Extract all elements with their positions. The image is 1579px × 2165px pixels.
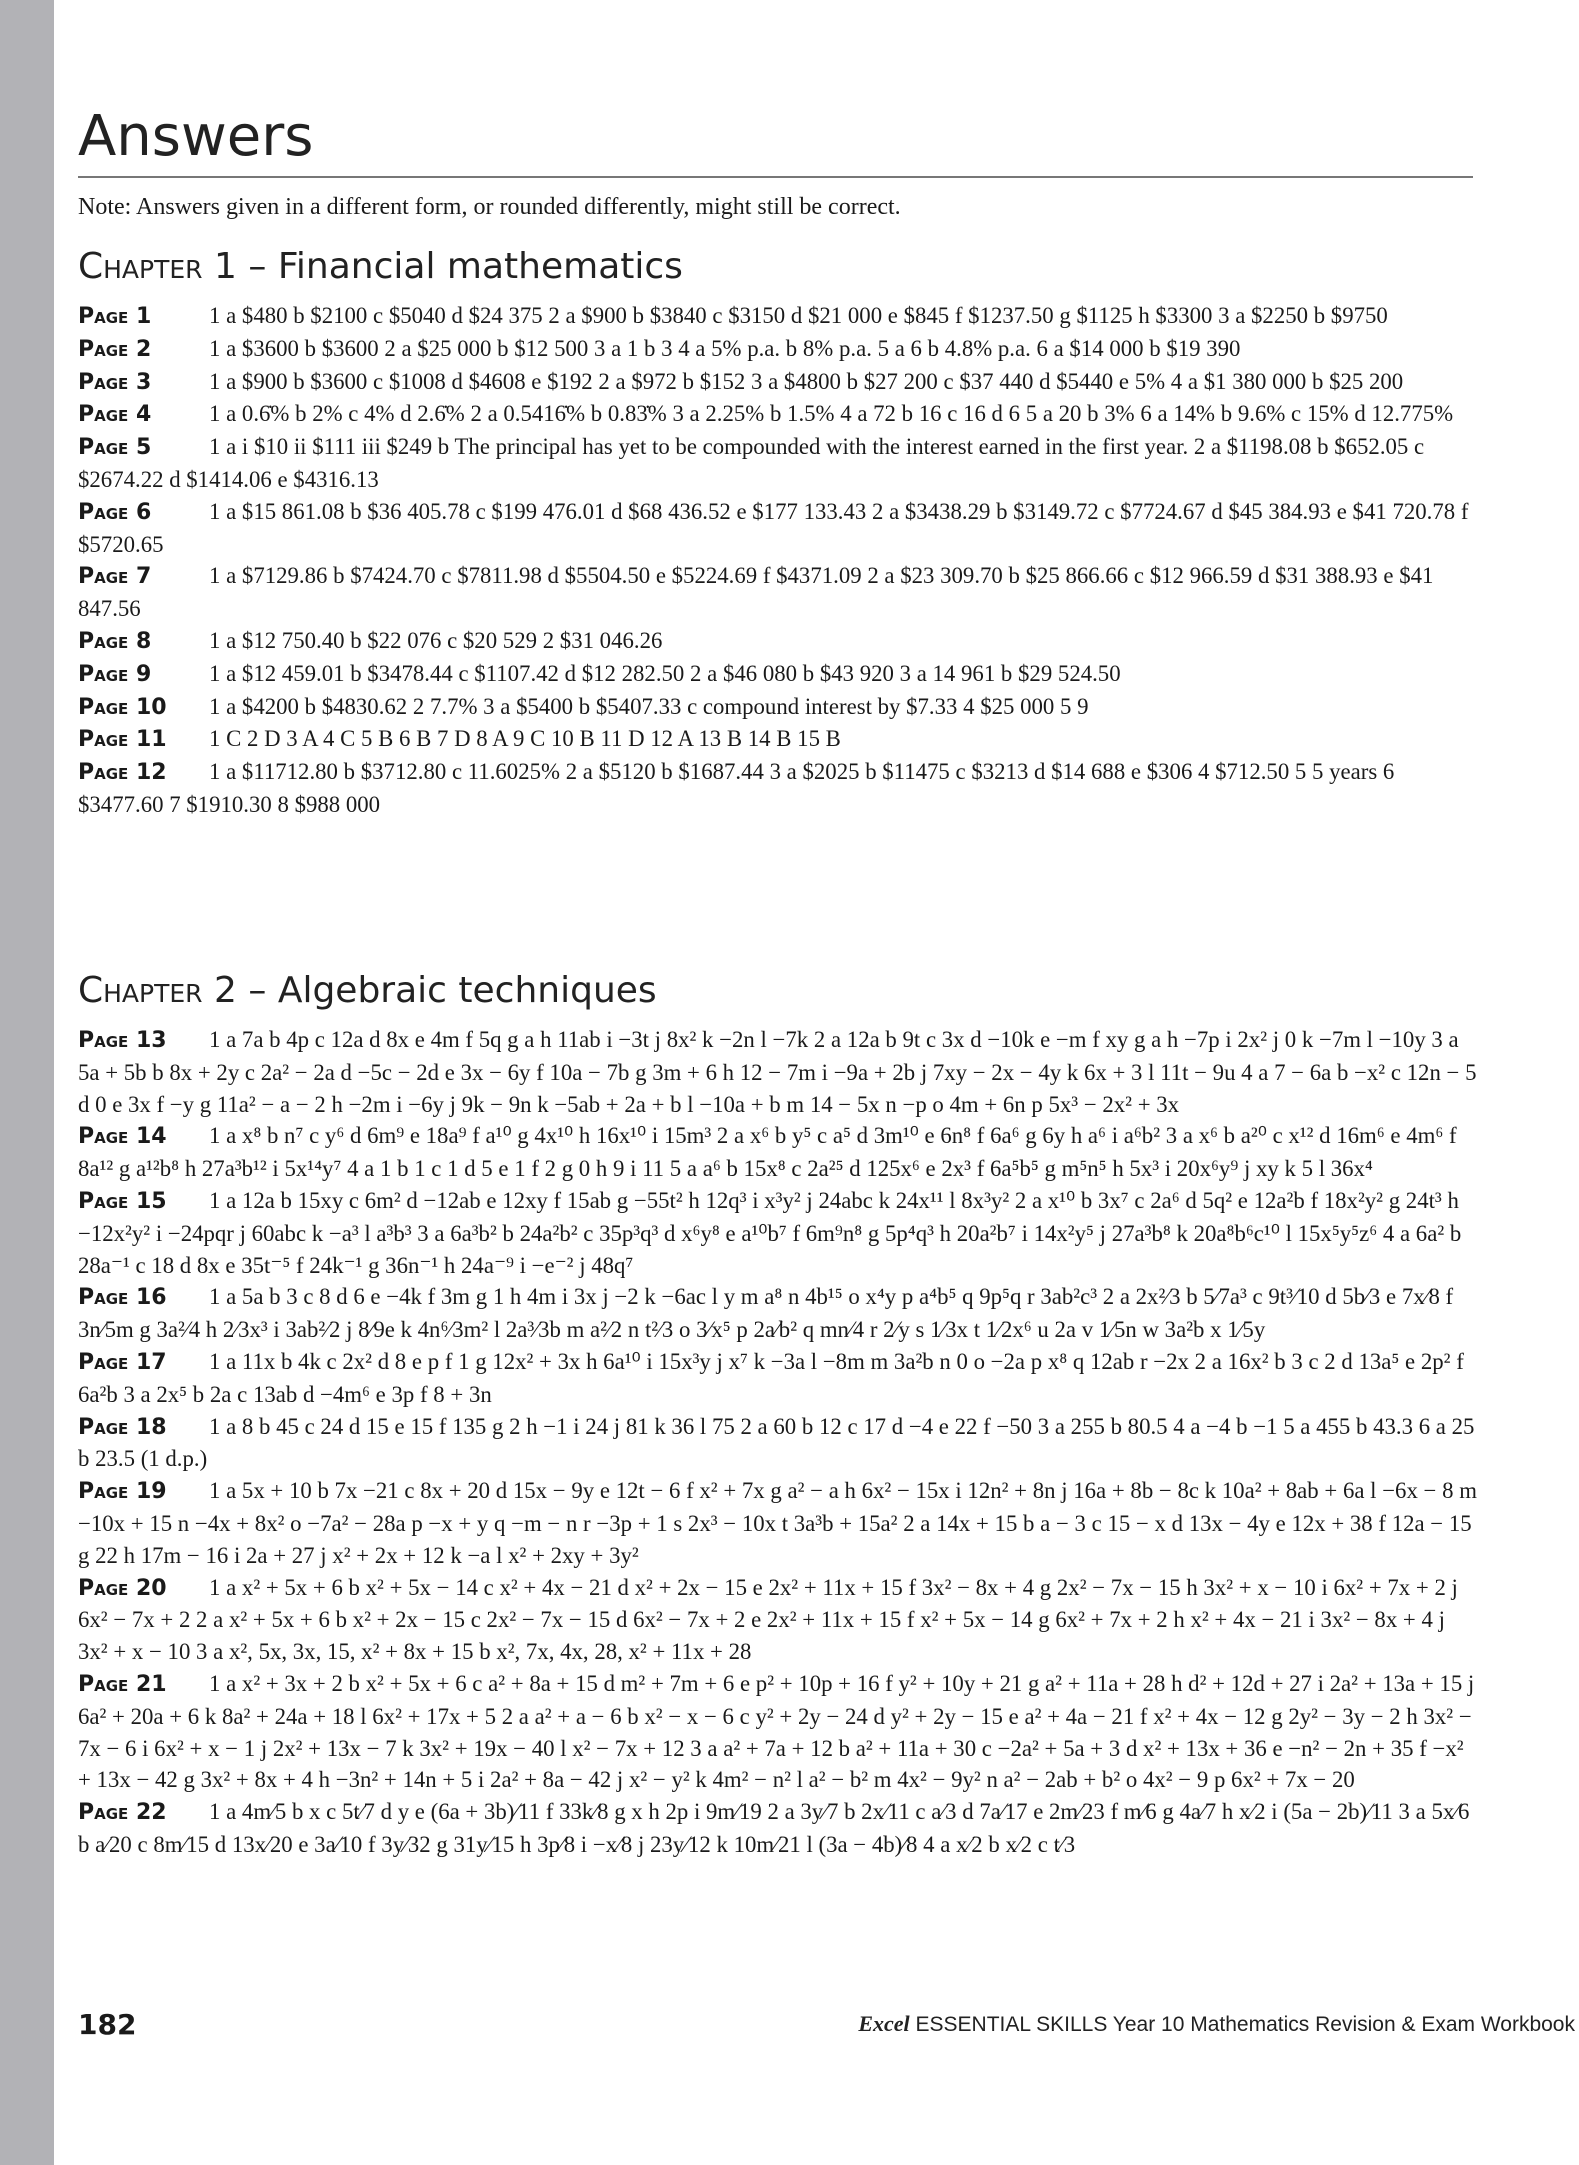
- page-margin-bar: [0, 0, 54, 2165]
- page-label: Page 4: [78, 402, 152, 428]
- answer-entry: [78, 1668, 1478, 1796]
- title-divider: [78, 176, 1473, 178]
- answer-entry: [78, 366, 1478, 399]
- page-label: Page 11: [78, 727, 167, 753]
- answer-text: 1 a 12a b 15xy c 6m² d −12ab e 12xy f 15ab g −55t² h 12q³ i x³y² j 24abc k 24x¹¹ l 8x³y² 2 a x¹⁰ b 3x⁷ c 2a⁶ d 5q² e 12a²b f 18x²y² g 24t³ h −12x²y² i −24pqr j 60abc k −a³ l a³b³ 3 a 6a³b² b 24a²b² c 35p³q³ d x⁶y⁸ e a¹⁰b⁷ f 6m⁹n⁸ g 5p⁴q³ h 20a²b⁷ i 14x²y⁵ j 27a³b⁸ k 20a⁸b⁶c¹⁰ l 15x⁵y⁵z⁶ 4 a 6a² b 28a⁻¹ c 18 d 8x e 35t⁻⁵ f 24k⁻¹ g 36n⁻¹ h 24a⁻⁹ i −e⁻² j 48q⁷: [78, 1187, 1462, 1278]
- answer-text: 1 C 2 D 3 A 4 C 5 B 6 B 7 D 8 A 9 C 10 B 11 D 12 A 13 B 14 B 15 B: [209, 726, 841, 752]
- answer-text: 1 a x² + 3x + 2 b x² + 5x + 6 c a² + 8a + 15 d m² + 7m + 6 e p² + 10p + 16 f y² + 10y + 21 g a² + 11a + 28 h d² + 12d + 27 i 2a² + 13a + 15 j 6a² + 20a + 6 k 8a² + 24a + 18 l 6x² + 17x + 5 2 a a² + a − 6 b x² − x − 6 c y² + 2y − 24 d y² + 2y − 15 e a² + 4a − 21 f x² + 4x − 12 g 2y² − 3y − 2 h 3x² − 7x − 6 i 6x² + x − 1 j 2x² + 13x − 7 k 3x² + 19x − 40 l x² − 7x + 12 3 a a² + 7a + 12 b a² + 11a + 30 c −2a² + 5a + 3 d x² + 13x + 36 e −n² − 2n + 35 f −x² + 13x − 42 g 3x² + 8x + 4 h −3n² + 14n + 5 i 2a² + 8a − 42 j x² − y² k 4m² − n² l a² − b² m 4x² − 9y² n a² − 2ab + b² o 4x² − 9 p 6x² + 7x − 20: [78, 1670, 1475, 1793]
- answers-note: Note: Answers given in a different form, or rounded differently, might still be correct.: [78, 194, 901, 220]
- answer-text: 1 a x² + 5x + 6 b x² + 5x − 14 c x² + 4x − 21 d x² + 2x − 15 e 2x² + 11x + 15 f 3x² − 8x + 4 g 2x² − 7x − 15 h 3x² + x − 10 i 6x² + 7x + 2 j 6x² − 7x + 2 2 a x² + 5x + 6 b x² + 2x − 15 c 2x² − 7x − 15 d 6x² − 7x + 2 e 2x² + 11x + 15 f x² + 5x − 14 g 6x² + 7x + 2 h x² + 4x − 21 i 3x² − 8x + 4 j 3x² + x − 10 3 a x², 5x, 3x, 15, x² + 8x + 15 b x², 7x, 4x, 28, x² + 11x + 28: [78, 1574, 1458, 1665]
- chapter-1-heading: Chapter 1 – Financial mathematics: [78, 246, 683, 287]
- chapter-2-name: Algebraic techniques: [277, 970, 657, 1011]
- page-label: Page 8: [78, 628, 152, 654]
- page-label: Page 3: [78, 369, 152, 395]
- answer-entry: [78, 1024, 1478, 1120]
- answer-text: 1 a $15 861.08 b $36 405.78 c $199 476.01 d $68 436.52 e $177 133.43 2 a $3438.29 b $3149.72 c $7724.67 d $45 384.93 e $41 720.78 f $5720.65: [78, 498, 1469, 557]
- footer-text: ESSENTIAL SKILLS Year 10 Mathematics Revision & Exam Workbook: [915, 2013, 1575, 2036]
- answer-entry: [78, 1796, 1478, 1861]
- answer-text: 1 a 4m⁄5 b x c 5t⁄7 d y e (6a + 3b)⁄11 f 33k⁄8 g x h 2p i 9m⁄19 2 a 3y⁄7 b 2x⁄11 c a⁄3 d 7a⁄17 e 2m⁄23 f m⁄6 g 4a⁄7 h x⁄2 i (5a − 2b)⁄11 3 a 5x⁄6 b a⁄20 c 8m⁄15 d 13x⁄20 e 3a⁄10 f 3y⁄32 g 31y⁄15 h 3p⁄8 i −x⁄8 j 23y⁄12 k 10m⁄21 l (3a − 4b)⁄8 4 a x⁄2 b x⁄2 c t⁄3: [78, 1799, 1470, 1857]
- answer-entry: [78, 560, 1478, 625]
- footer: [858, 2011, 1575, 2037]
- answer-entry: [78, 1185, 1478, 1281]
- answer-text: 1 a $900 b $3600 c $1008 d $4608 e $192 2 a $972 b $152 3 a $4800 b $27 200 c $37 440 d $5440 e 5% 4 a $1 380 000 b $25 200: [209, 368, 1404, 394]
- answer-text: 1 a 5x + 10 b 7x −21 c 8x + 20 d 15x − 9y e 12t − 6 f x² + 7x g a² − a h 6x² − 15x i 12n² + 8n j 16a + 8b − 8c k 10a² + 8ab + 6a l −6x − 8 m −10x + 15 n −4x + 8x² o −7a² − 28a p −x + y q −m − n r −3p + 1 s 2x³ − 10x t 3a³b + 15a² 2 a 14x + 15 b a − 3 c 15 − x d 13x − 4y e 12x + 38 f 12a − 15 g 22 h 17m − 16 i 2a + 27 j x² + 2x + 12 k −a l x² + 2xy + 3y²: [78, 1478, 1477, 1568]
- page-number: 182: [78, 2008, 137, 2041]
- answer-text: 1 a x⁸ b n⁷ c y⁶ d 6m⁹ e 18a⁹ f a¹⁰ g 4x¹⁰ h 16x¹⁰ i 15m³ 2 a x⁶ b y⁵ c a⁵ d 3m¹⁰ e 6n⁸ f 6a⁶ g 6y h a⁶ i a⁶b² 3 a x⁶ b a²⁰ c x¹² d 16m⁶ e 4m⁶ f 8a¹² g a¹²b⁸ h 27a³b¹² i 5x¹⁴y⁷ 4 a 1 b 1 c 1 d 5 e 1 f 2 g 0 h 9 i 11 5 a a⁶ b 15x⁸ c 2a²⁵ d 125x⁶ e 2x³ f 6a⁵b⁵ g m⁵n⁵ h 5x³ i 20x⁶y⁹ j xy k 5 l 36x⁴: [78, 1123, 1457, 1182]
- answer-text: 1 a i $10 ii $111 iii $249 b The principal has yet to be compounded with the interest earned in the first year. 2 a $1198.08 b $652.05 c $2674.22 d $1414.06 e $4316.13: [78, 434, 1425, 492]
- answer-entry: [78, 1475, 1478, 1571]
- answer-entry: [78, 300, 1478, 333]
- page-label: Page 18: [78, 1414, 167, 1440]
- answer-entry: [78, 496, 1478, 561]
- answer-text: 1 a $4200 b $4830.62 2 7.7% 3 a $5400 b $5407.33 c compound interest by $7.33 4 $25 000 5 9: [209, 693, 1089, 719]
- answer-entry: [78, 431, 1478, 496]
- answer-entry: [78, 658, 1478, 691]
- page-label: Page 22: [78, 1800, 167, 1826]
- page-label: Page 2: [78, 336, 152, 362]
- page-label: Page 20: [78, 1575, 167, 1601]
- page-label: Page 14: [78, 1124, 167, 1150]
- answer-text: 1 a $12 459.01 b $3478.44 c $1107.42 d $12 282.50 2 a $46 080 b $43 920 3 a 14 961 b $29 524.50: [209, 660, 1121, 686]
- answer-text: 1 a $12 750.40 b $22 076 c $20 529 2 $31 046.26: [209, 627, 663, 653]
- answer-text: 1 a 5a b 3 c 8 d 6 e −4k f 3m g 1 h 4m i 3x j −2 k −6ac l y m a⁸ n 4b¹⁵ o x⁴y p a⁴b⁵ q 9p⁵q r 3ab²c³ 2 a 2x²⁄3 b 5⁄7a³ c 9t³⁄10 d 5b⁄3 e 7x⁄8 f 3n⁄5m g 3a²⁄4 h 2⁄3x³ i 3ab²⁄2 j 8⁄9e k 4n⁶⁄3m² l 2a³⁄3b m a²⁄2 n t²⁄3 o 3⁄x⁵ p 2a⁄b² q mn⁄4 r 2⁄y s 1⁄3x t 1⁄2x⁶ u 2a v 1⁄5n w 3a²b x 1⁄5y: [78, 1284, 1454, 1343]
- answer-text: 1 a 11x b 4k c 2x² d 8 e p f 1 g 12x² + 3x h 6a¹⁰ i 15x³y j x⁷ k −3a l −8m m 3a²b n 0 o −2a p x⁸ q 12ab r −2x 2 a 16x² b 3 c 2 d 13a⁵ e 2p² f 6a²b 3 a 2x⁵ b 2a c 13ab d −4m⁶ e 3p f 8 + 3n: [78, 1348, 1464, 1407]
- page-label: Page 19: [78, 1479, 167, 1505]
- chapter-2-answers: [78, 1024, 1478, 1861]
- page-label: Page 7: [78, 564, 152, 590]
- chapter-2-heading: Chapter 2 – Algebraic techniques: [78, 970, 657, 1011]
- answer-entry: [78, 1346, 1478, 1411]
- answer-text: 1 a $480 b $2100 c $5040 d $24 375 2 a $900 b $3840 c $3150 d $21 000 e $845 f $1237.50 g $1125 h $3300 3 a $2250 b $9750: [209, 303, 1388, 328]
- answer-entry: [78, 1572, 1478, 1668]
- page-label: Page 6: [78, 499, 152, 525]
- page-label: Page 15: [78, 1188, 167, 1214]
- answer-entry: [78, 398, 1478, 431]
- page-label: Page 21: [78, 1671, 167, 1697]
- chapter-1-prefix: Chapter: [78, 246, 203, 287]
- answer-entry: [78, 1120, 1478, 1185]
- page-label: Page 9: [78, 661, 152, 687]
- chapter-2-prefix: Chapter: [78, 970, 203, 1011]
- chapter-1-answers: [78, 300, 1478, 821]
- footer-brand: Excel: [858, 2011, 910, 2036]
- answer-entry: [78, 756, 1478, 821]
- answer-text: 1 a $7129.86 b $7424.70 c $7811.98 d $5504.50 e $5224.69 f $4371.09 2 a $23 309.70 b $25 866.66 c $12 966.59 d $31 388.93 e $41 847.56: [78, 563, 1434, 622]
- answer-entry: [78, 1281, 1478, 1346]
- page-label: Page 1: [78, 304, 152, 329]
- answer-text: 1 a 0.6̇% b 2% c 4% d 2.6̇% 2 a 0.5416̇% b 0.83̇% 3 a 2.25% b 1.5% 4 a 72 b 16 c 16 d 6 5 a 20 b 3% 6 a 14% b 9.6% c 15% d 12.775%: [209, 401, 1454, 427]
- answer-text: 1 a $3600 b $3600 2 a $25 000 b $12 500 3 a 1 b 3 4 a 5% p.a. b 8% p.a. 5 a 6 b 4.8% p.a. 6 a $14 000 b $19 390: [209, 335, 1241, 361]
- answer-entry: [78, 1411, 1478, 1476]
- page-title: Answers: [78, 104, 314, 169]
- answer-entry: [78, 625, 1478, 658]
- chapter-2-number: 2: [214, 970, 237, 1011]
- page-label: Page 12: [78, 760, 167, 786]
- answer-entry: [78, 691, 1478, 724]
- page-label: Page 5: [78, 435, 152, 461]
- chapter-1-name: Financial mathematics: [277, 246, 683, 287]
- answer-text: 1 a 7a b 4p c 12a d 8x e 4m f 5q g a h 11ab i −3t j 8x² k −2n l −7k 2 a 12a b 9t c 3x d −10k e −m f xy g a h −7p i 2x² j 0 k −7m l −10y 3 a 5a + 5b b 8x + 2y c 2a² − 2a d −5c − 2d e 3x − 6y f 10a − 7b g 3m + 6 h 12 − 7m i −9a + 2b j 7xy − 2x − 4y k 6x + 3 l 11t − 9u 4 a 7 − 6a b −x² c 12n − 5 d 0 e 3x f −y g 11a² − a − 2 h −2m i −6y j 9k − 9n k −5ab + 2a + b l −10a + b m 14 − 5x n −p o 4m + 6n p 5x³ − 2x² + 3x: [78, 1027, 1477, 1117]
- page-label: Page 10: [78, 694, 167, 720]
- answer-text: 1 a 8 b 45 c 24 d 15 e 15 f 135 g 2 h −1 i 24 j 81 k 36 l 75 2 a 60 b 12 c 17 d −4 e 22 f −50 3 a 255 b 80.5 4 a −4 b −1 5 a 455 b 43.3 6 a 25 b 23.5 (1 d.p.): [78, 1413, 1475, 1472]
- page-label: Page 13: [78, 1028, 167, 1053]
- answer-entry: [78, 723, 1478, 756]
- chapter-1-number: 1: [214, 246, 237, 287]
- page-label: Page 16: [78, 1285, 167, 1311]
- page-label: Page 17: [78, 1349, 167, 1375]
- answer-entry: [78, 333, 1478, 366]
- answer-text: 1 a $11712.80 b $3712.80 c 11.6025% 2 a $5120 b $1687.44 3 a $2025 b $11475 c $3213 d $14 688 e $306 4 $712.50 5 5 years 6 $3477.60 7 $1910.30 8 $988 000: [78, 759, 1395, 817]
